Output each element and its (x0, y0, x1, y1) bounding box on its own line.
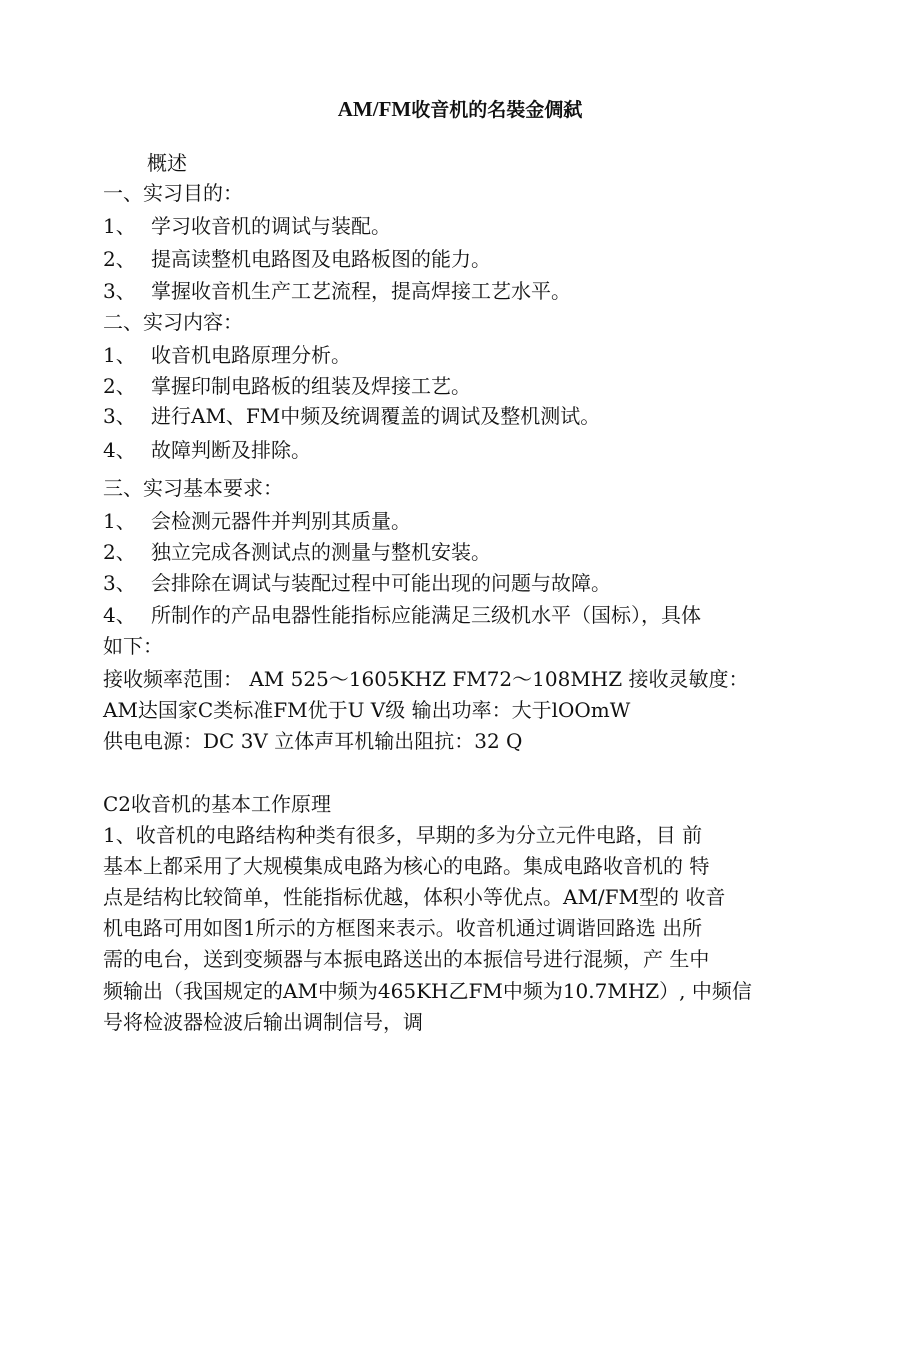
list-item (103, 602, 701, 628)
spec-line: AM达国家C类标准FM优于U V级 输出功率：大于lOOmW (103, 698, 631, 722)
section1-heading: 一、实习目的： (103, 181, 243, 205)
document-title (0, 95, 920, 122)
spec-line: 如下： (103, 634, 163, 658)
item-number: 3、 (103, 279, 136, 303)
item-text: 学习收音机的调试与装配。 (151, 214, 391, 238)
overview-heading: 概述 (147, 151, 187, 175)
item-text: 故障判断及排除。 (151, 438, 311, 462)
list-item (103, 437, 311, 463)
item-text: 掌握收音机生产工艺流程，提高焊接工艺水平。 (151, 279, 571, 303)
item-number: 4、 (103, 438, 136, 462)
list-item (103, 373, 471, 399)
item-text: 所制作的产品电器性能指标应能满足三级机水平（国标），具体 (151, 603, 701, 627)
item-text: 独立完成各测试点的测量与整机安装。 (151, 540, 491, 564)
item-number: 4、 (103, 603, 136, 627)
section-c2-heading: C2收音机的基本工作原理 (103, 792, 332, 816)
section3-heading: 三、实习基本要求： (103, 476, 283, 500)
item-text: 收音机电路原理分析。 (151, 343, 351, 367)
item-text: 会检测元器件并判别其质量。 (151, 509, 411, 533)
list-item (103, 213, 391, 239)
paragraph-line: 号将检波器检波后输出调制信号，调 (103, 1010, 423, 1034)
section2-heading: 二、实习内容： (103, 310, 243, 334)
paragraph-line: 需的电台，送到变频器与本振电路送出的本振信号进行混频，产 生中 (103, 947, 710, 971)
spec-line: 接收频率范围： AM 525～1605KHZ FM72～108MHZ 接收灵敏度： (103, 667, 749, 691)
list-item (103, 570, 611, 596)
paragraph-line: 频输出（我国规定的AM中频为465KH乙FM中频为10.7MHZ）, 中频信 (103, 979, 752, 1003)
list-item (103, 403, 600, 429)
paragraph-line: 点是结构比较简单，性能指标优越，体积小等优点。AM/FM型的 收音 (103, 885, 726, 909)
item-text: 提高读整机电路图及电路板图的能力。 (151, 247, 491, 271)
title-latin: AM/FM (337, 97, 412, 121)
list-item (103, 246, 491, 272)
item-number: 1、 (103, 509, 136, 533)
title-cn: 收音机的名裝金倜弑 (411, 99, 583, 121)
item-number: 3、 (103, 571, 136, 595)
item-number: 3、 (103, 404, 136, 428)
paragraph-line: 1、收音机的电路结构种类有很多，早期的多为分立元件电路，目 前 (103, 823, 703, 847)
item-text: 进行AM、FM中频及统调覆盖的调试及整机测试。 (151, 404, 601, 428)
item-text: 会排除在调试与装配过程中可能出现的问题与故障。 (151, 571, 611, 595)
list-item (103, 278, 571, 304)
item-number: 2、 (103, 374, 136, 398)
spec-line: 供电电源：DC 3V 立体声耳机输出阻抗：32 Q (103, 729, 523, 753)
item-number: 1、 (103, 214, 136, 238)
item-text: 掌握印制电路板的组装及焊接工艺。 (151, 374, 471, 398)
item-number: 2、 (103, 247, 136, 271)
list-item (103, 508, 411, 534)
list-item (103, 539, 491, 565)
item-number: 1、 (103, 343, 136, 367)
paragraph-line: 基本上都采用了大规模集成电路为核心的电路。集成电路收音机的 特 (103, 854, 710, 878)
list-item (103, 342, 351, 368)
item-number: 2、 (103, 540, 136, 564)
paragraph-line: 机电路可用如图1所示的方框图来表示。收音机通过调谐回路选 出所 (103, 916, 703, 940)
